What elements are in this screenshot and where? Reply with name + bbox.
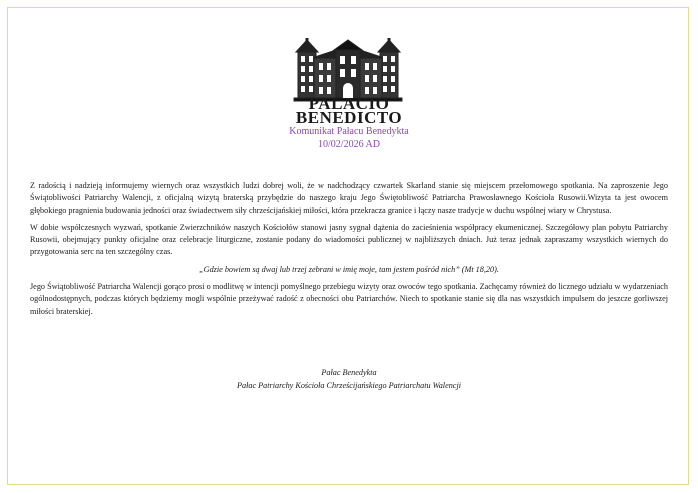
document-body xyxy=(30,180,668,323)
paragraph-3: Jego Świątobliwość Patriarcha Walencji gorąco prosi o modlitwę w intencji pomyślnego przebiegu wizyty oraz owoców tego spotkania. Zachęcamy również do licznego udziału w wydarzeniach ogólnodostępnych, podczas których będziemy mogli wspólnie przeżywać radość z obecności obu Patriarchów. Niech to spotkanie stanie się dla nas wszystkich impulsem do jeszcze gorliwszej miłości braterskiej. xyxy=(30,282,668,316)
palace-building-icon xyxy=(292,38,404,102)
scripture-quote: „Gdzie bowiem są dwaj lub trzej zebrani w imię moje, tam jestem pośród nich” (Mt 18,20). xyxy=(199,264,499,274)
brand-name-line1: PALACIO xyxy=(308,94,390,113)
brand-name-line2: BENEDICTO xyxy=(295,108,403,127)
signature-line-1: Pałac Benedykta xyxy=(321,368,377,377)
paragraph-2: W dobie współczesnych wyzwań, spotkanie Zwierzchników naszych Kościołów stanowi jasny sygnał dążenia do zacieśnienia współpracy ekumenicznej. Szczegółowy plan pobytu Patriarchy Rusowii, obejmujący punkty oficjalne oraz celebracje liturgiczne, zostanie podany do wiadomości publicznej w najbliższych dniach. Już teraz jednak zapraszamy wszystkich wiernych do przygotowania serc na ten szczególny czas. xyxy=(30,222,668,257)
signature-line-2: Pałac Patriarchy Kościoła Chrześcijańskiego Patriarchatu Walencji xyxy=(237,381,461,390)
paragraph-1: Z radością i nadzieją informujemy wiernych oraz wszystkich ludzi dobrej woli, że w nadchodzący czwartek Skarland stanie się miejscem przełomowego spotkania. Na zaproszenie Jego Świątobliwości Patriarchy Walencji, z oficjalną wizytą braterską przybędzie do naszego kraju Jego Świętobliwość Patriarcha Prawosławnego Kościoła Rusowii.Wizyta ta jest owocem głębokiego pragnienia budowania jedności oraz świadectwem siły chrześcijańskiej miłości, która przekracza granice i łączy nasze tradycje w duchu wspólnej wiary w Chrystusa. xyxy=(30,181,668,215)
document-subtitle: Komunikat Pałacu Benedykta xyxy=(289,126,409,137)
document-date: 10/02/2026 AD xyxy=(318,139,380,150)
